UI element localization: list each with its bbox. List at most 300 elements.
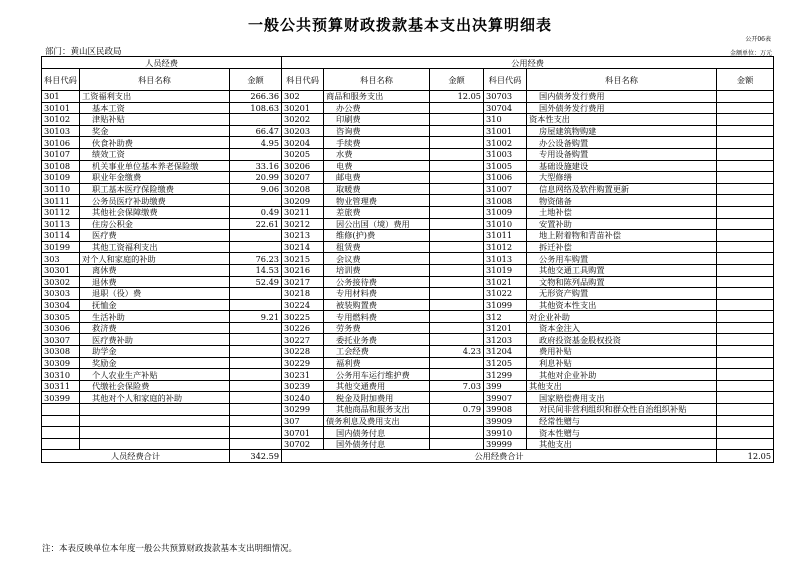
col-name: 科目名称: [527, 69, 717, 91]
personnel-amount-cell: [230, 114, 282, 126]
public-b-code-cell: 30703: [484, 91, 527, 103]
personnel-amount-cell: 76.23: [230, 253, 282, 265]
personnel-amount-cell: 22.61: [230, 218, 282, 230]
personnel-code-cell: [42, 427, 80, 439]
personnel-code-cell: 30304: [42, 299, 80, 311]
public-a-name-cell: 咨询费: [324, 125, 430, 137]
public-a-name-cell: 被装购置费: [324, 299, 430, 311]
public-a-name-cell: 取暖费: [324, 183, 430, 195]
public-a-code-cell: 30205: [282, 148, 324, 160]
public-a-name-cell: 债务利息及费用支出: [324, 415, 430, 427]
public-b-name-cell: 费用补贴: [527, 346, 717, 358]
public-b-amount-cell: [717, 334, 774, 346]
public-b-amount-cell: [717, 264, 774, 276]
public-b-code-cell: 31013: [484, 253, 527, 265]
personnel-name-cell: 伙食补助费: [80, 137, 230, 149]
public-a-amount-cell: [430, 253, 484, 265]
public-b-amount-cell: [717, 346, 774, 358]
public-b-code-cell: 31205: [484, 357, 527, 369]
public-a-code-cell: 30215: [282, 253, 324, 265]
table-row: [42, 392, 774, 404]
public-b-name-cell: 房屋建筑物购建: [527, 125, 717, 137]
personnel-code-cell: 30108: [42, 160, 80, 172]
personnel-code-cell: 30307: [42, 334, 80, 346]
public-b-code-cell: 31201: [484, 322, 527, 334]
personnel-name-cell: 医疗费: [80, 230, 230, 242]
public-a-amount-cell: [430, 206, 484, 218]
table-row: [42, 218, 774, 230]
personnel-name-cell: 助学金: [80, 346, 230, 358]
public-a-name-cell: 电费: [324, 160, 430, 172]
public-b-code-cell: 31008: [484, 195, 527, 207]
personnel-name-cell: 个人农业生产补贴: [80, 369, 230, 381]
form-number: 公开06表: [745, 36, 771, 43]
public-b-name-cell: 资本金注入: [527, 322, 717, 334]
personnel-amount-cell: [230, 404, 282, 416]
public-a-code-cell: 30208: [282, 183, 324, 195]
public-b-name-cell: 国外债务发行费用: [527, 102, 717, 114]
personnel-name-cell: 职工基本医疗保险缴费: [80, 183, 230, 195]
public-b-name-cell: 信息网络及软件购置更新: [527, 183, 717, 195]
personnel-code-cell: 30107: [42, 148, 80, 160]
public-a-code-cell: 30203: [282, 125, 324, 137]
col-amount: 金额: [230, 69, 282, 91]
table-row: [42, 160, 774, 172]
public-a-amount-cell: [430, 195, 484, 207]
personnel-header: 人员经费: [42, 57, 282, 69]
personnel-amount-cell: 66.47: [230, 125, 282, 137]
public-a-name-cell: 差旅费: [324, 206, 430, 218]
personnel-name-cell: 奖励金: [80, 357, 230, 369]
personnel-amount-cell: 266.36: [230, 91, 282, 103]
personnel-name-cell: 其他工资福利支出: [80, 241, 230, 253]
table-row: [42, 380, 774, 392]
table-row: [42, 427, 774, 439]
public-b-amount-cell: [717, 380, 774, 392]
public-a-code-cell: 30228: [282, 346, 324, 358]
public-a-amount-cell: [430, 137, 484, 149]
personnel-name-cell: 对个人和家庭的补助: [80, 253, 230, 265]
public-a-name-cell: 物业管理费: [324, 195, 430, 207]
personnel-name-cell: 基本工资: [80, 102, 230, 114]
table-row: [42, 172, 774, 184]
personnel-name-cell: [80, 415, 230, 427]
public-b-code-cell: 39999: [484, 438, 527, 450]
public-b-amount-cell: [717, 137, 774, 149]
personnel-code-cell: 30111: [42, 195, 80, 207]
public-a-amount-cell: [430, 276, 484, 288]
personnel-amount-cell: [230, 415, 282, 427]
public-a-name-cell: 维修(护)费: [324, 230, 430, 242]
public-a-name-cell: 专用材料费: [324, 288, 430, 300]
public-a-name-cell: 印刷费: [324, 114, 430, 126]
personnel-amount-cell: [230, 241, 282, 253]
table-row: [42, 253, 774, 265]
public-a-name-cell: 国内债务付息: [324, 427, 430, 439]
table-row: [42, 137, 774, 149]
public-a-code-cell: 30226: [282, 322, 324, 334]
public-a-name-cell: 福利费: [324, 357, 430, 369]
public-b-code-cell: 31011: [484, 230, 527, 242]
public-b-code-cell: 31021: [484, 276, 527, 288]
public-a-name-cell: 专用燃料费: [324, 311, 430, 323]
public-a-amount-cell: [430, 334, 484, 346]
personnel-amount-cell: [230, 392, 282, 404]
public-a-name-cell: 手续费: [324, 137, 430, 149]
public-a-amount-cell: [430, 322, 484, 334]
public-b-code-cell: 31019: [484, 264, 527, 276]
public-a-amount-cell: [430, 392, 484, 404]
public-b-name-cell: 其他支出: [527, 380, 717, 392]
public-a-amount-cell: [430, 311, 484, 323]
public-a-amount-cell: [430, 369, 484, 381]
public-b-amount-cell: [717, 427, 774, 439]
public-b-name-cell: 经常性赠与: [527, 415, 717, 427]
table-row: [42, 230, 774, 242]
personnel-amount-cell: 0.49: [230, 206, 282, 218]
public-b-amount-cell: [717, 114, 774, 126]
personnel-code-cell: 30103: [42, 125, 80, 137]
personnel-amount-cell: 4.95: [230, 137, 282, 149]
public-b-code-cell: 31005: [484, 160, 527, 172]
public-b-name-cell: 拆迁补偿: [527, 241, 717, 253]
public-a-name-cell: 工会经费: [324, 346, 430, 358]
public-b-name-cell: 物资储备: [527, 195, 717, 207]
public-b-name-cell: 利息补贴: [527, 357, 717, 369]
public-b-code-cell: 39909: [484, 415, 527, 427]
public-a-name-cell: 会议费: [324, 253, 430, 265]
personnel-amount-cell: 52.49: [230, 276, 282, 288]
personnel-name-cell: 其他对个人和家庭的补助: [80, 392, 230, 404]
public-a-name-cell: 办公费: [324, 102, 430, 114]
public-a-code-cell: 30206: [282, 160, 324, 172]
public-b-code-cell: 31001: [484, 125, 527, 137]
public-b-code-cell: 31204: [484, 346, 527, 358]
personnel-name-cell: 绩效工资: [80, 148, 230, 160]
public-a-name-cell: 公务用车运行维护费: [324, 369, 430, 381]
personnel-code-cell: 30309: [42, 357, 80, 369]
personnel-code-cell: 30113: [42, 218, 80, 230]
personnel-code-cell: [42, 415, 80, 427]
public-a-amount-cell: [430, 172, 484, 184]
personnel-code-cell: 30114: [42, 230, 80, 242]
page-title: 一般公共预算财政拨款基本支出决算明细表: [247, 16, 552, 34]
table-row: [42, 288, 774, 300]
table-row: [42, 334, 774, 346]
personnel-amount-cell: [230, 299, 282, 311]
public-a-code-cell: 30225: [282, 311, 324, 323]
public-a-code-cell: 30299: [282, 404, 324, 416]
table-row: [42, 322, 774, 334]
public-b-code-cell: 31010: [484, 218, 527, 230]
public-a-amount-cell: [430, 427, 484, 439]
public-a-code-cell: 30214: [282, 241, 324, 253]
personnel-name-cell: [80, 404, 230, 416]
public-b-name-cell: 办公设备购置: [527, 137, 717, 149]
public-a-name-cell: 委托业务费: [324, 334, 430, 346]
public-b-code-cell: 31099: [484, 299, 527, 311]
personnel-amount-cell: 9.21: [230, 311, 282, 323]
personnel-name-cell: 代缴社会保险费: [80, 380, 230, 392]
public-a-name-cell: 税金及附加费用: [324, 392, 430, 404]
personnel-name-cell: 机关事业单位基本养老保险缴: [80, 160, 230, 172]
public-b-code-cell: 31203: [484, 334, 527, 346]
table-row: [42, 276, 774, 288]
personnel-amount-cell: [230, 230, 282, 242]
public-a-amount-cell: [430, 102, 484, 114]
table-row: [42, 148, 774, 160]
public-b-name-cell: 其他对企业补助: [527, 369, 717, 381]
public-a-code-cell: 30216: [282, 264, 324, 276]
public-b-name-cell: 对企业补助: [527, 311, 717, 323]
col-code: 科目代码: [282, 69, 324, 91]
personnel-name-cell: 离休费: [80, 264, 230, 276]
public-b-amount-cell: [717, 369, 774, 381]
personnel-code-cell: 30305: [42, 311, 80, 323]
public-b-amount-cell: [717, 172, 774, 184]
public-b-amount-cell: [717, 241, 774, 253]
personnel-amount-cell: 14.53: [230, 264, 282, 276]
personnel-code-cell: 30110: [42, 183, 80, 195]
public-a-code-cell: 30217: [282, 276, 324, 288]
public-b-name-cell: 其他交通工具购置: [527, 264, 717, 276]
public-a-amount-cell: [430, 230, 484, 242]
col-name: 科目名称: [80, 69, 230, 91]
public-b-code-cell: 310: [484, 114, 527, 126]
public-b-name-cell: 国家赔偿费用支出: [527, 392, 717, 404]
public-b-name-cell: 基础设施建设: [527, 160, 717, 172]
personnel-name-cell: 生活补助: [80, 311, 230, 323]
public-a-code-cell: 30224: [282, 299, 324, 311]
personnel-name-cell: 住房公积金: [80, 218, 230, 230]
personnel-amount-cell: [230, 322, 282, 334]
public-a-code-cell: 30701: [282, 427, 324, 439]
personnel-name-cell: 奖金: [80, 125, 230, 137]
public-b-code-cell: 31299: [484, 369, 527, 381]
public-a-amount-cell: [430, 218, 484, 230]
public-b-name-cell: 公务用车购置: [527, 253, 717, 265]
personnel-code-cell: 30310: [42, 369, 80, 381]
personnel-code-cell: 30399: [42, 392, 80, 404]
personnel-code-cell: 30109: [42, 172, 80, 184]
public-b-name-cell: 土地补偿: [527, 206, 717, 218]
table-row: [42, 404, 774, 416]
public-a-name-cell: 公务接待费: [324, 276, 430, 288]
personnel-name-cell: 工资福利支出: [80, 91, 230, 103]
public-b-name-cell: 文物和陈列品购置: [527, 276, 717, 288]
expenditure-table: [41, 56, 774, 463]
public-b-amount-cell: [717, 438, 774, 450]
public-b-name-cell: 资本性赠与: [527, 427, 717, 439]
public-a-code-cell: 30202: [282, 114, 324, 126]
public-b-amount-cell: [717, 322, 774, 334]
public-a-code-cell: 30218: [282, 288, 324, 300]
public-b-name-cell: 安置补助: [527, 218, 717, 230]
table-row: [42, 346, 774, 358]
public-a-amount-cell: [430, 357, 484, 369]
public-a-name-cell: 劳务费: [324, 322, 430, 334]
public-a-name-cell: 邮电费: [324, 172, 430, 184]
personnel-amount-cell: [230, 346, 282, 358]
table-row: [42, 125, 774, 137]
public-b-amount-cell: [717, 183, 774, 195]
public-b-name-cell: 地上附着物和青苗补偿: [527, 230, 717, 242]
col-code: 科目代码: [484, 69, 527, 91]
public-b-name-cell: 政府投资基金股权投资: [527, 334, 717, 346]
personnel-code-cell: 30102: [42, 114, 80, 126]
public-a-code-cell: 302: [282, 91, 324, 103]
public-a-amount-cell: [430, 438, 484, 450]
public-b-code-cell: 312: [484, 311, 527, 323]
personnel-amount-cell: 33.16: [230, 160, 282, 172]
public-a-amount-cell: [430, 148, 484, 160]
table-row: [42, 415, 774, 427]
public-b-amount-cell: [717, 392, 774, 404]
public-a-code-cell: 30227: [282, 334, 324, 346]
public-a-name-cell: 租赁费: [324, 241, 430, 253]
table-row: [42, 357, 774, 369]
personnel-amount-cell: [230, 288, 282, 300]
public-a-code-cell: 30209: [282, 195, 324, 207]
public-a-code-cell: 30702: [282, 438, 324, 450]
personnel-total-value: 342.59: [230, 450, 282, 463]
public-a-amount-cell: [430, 114, 484, 126]
public-b-name-cell: 对民间非营利组织和群众性自治组织补贴: [527, 404, 717, 416]
personnel-name-cell: [80, 438, 230, 450]
public-b-name-cell: 资本性支出: [527, 114, 717, 126]
public-b-amount-cell: [717, 206, 774, 218]
personnel-amount-cell: [230, 148, 282, 160]
table-row: [42, 91, 774, 103]
personnel-code-cell: 303: [42, 253, 80, 265]
public-a-amount-cell: 0.79: [430, 404, 484, 416]
personnel-amount-cell: 20.99: [230, 172, 282, 184]
public-b-amount-cell: [717, 253, 774, 265]
personnel-amount-cell: [230, 380, 282, 392]
public-a-code-cell: 30211: [282, 206, 324, 218]
public-a-code-cell: 30207: [282, 172, 324, 184]
public-a-amount-cell: [430, 415, 484, 427]
public-b-code-cell: 399: [484, 380, 527, 392]
table-row: [42, 195, 774, 207]
public-b-amount-cell: [717, 91, 774, 103]
table-row: [42, 311, 774, 323]
personnel-amount-cell: [230, 369, 282, 381]
table-row: [42, 114, 774, 126]
public-b-amount-cell: [717, 415, 774, 427]
public-b-amount-cell: [717, 160, 774, 172]
public-b-amount-cell: [717, 276, 774, 288]
public-a-amount-cell: [430, 125, 484, 137]
public-a-code-cell: 30201: [282, 102, 324, 114]
public-a-amount-cell: 4.23: [430, 346, 484, 358]
public-a-amount-cell: [430, 299, 484, 311]
personnel-name-cell: 职业年金缴费: [80, 172, 230, 184]
public-b-amount-cell: [717, 102, 774, 114]
public-a-amount-cell: [430, 183, 484, 195]
table-row: [42, 264, 774, 276]
public-b-code-cell: 39908: [484, 404, 527, 416]
table-row: [42, 241, 774, 253]
public-b-code-cell: 39907: [484, 392, 527, 404]
public-b-name-cell: 无形资产购置: [527, 288, 717, 300]
col-code: 科目代码: [42, 69, 80, 91]
personnel-amount-cell: [230, 357, 282, 369]
public-a-name-cell: 商品和服务支出: [324, 91, 430, 103]
public-a-amount-cell: [430, 264, 484, 276]
table-row: [42, 369, 774, 381]
department-label: 部门：黄山区民政局: [45, 47, 122, 57]
personnel-name-cell: 公务员医疗补助缴费: [80, 195, 230, 207]
personnel-name-cell: 抚恤金: [80, 299, 230, 311]
public-b-code-cell: 31006: [484, 172, 527, 184]
table-row: [42, 183, 774, 195]
public-b-name-cell: 国内债务发行费用: [527, 91, 717, 103]
public-a-name-cell: 培训费: [324, 264, 430, 276]
public-a-code-cell: 30231: [282, 369, 324, 381]
col-name: 科目名称: [324, 69, 430, 91]
public-b-amount-cell: [717, 195, 774, 207]
personnel-name-cell: 退休费: [80, 276, 230, 288]
public-b-amount-cell: [717, 404, 774, 416]
personnel-amount-cell: 108.63: [230, 102, 282, 114]
public-b-amount-cell: [717, 148, 774, 160]
public-a-amount-cell: 12.05: [430, 91, 484, 103]
personnel-code-cell: 30106: [42, 137, 80, 149]
personnel-amount-cell: [230, 427, 282, 439]
public-a-code-cell: 30204: [282, 137, 324, 149]
personnel-code-cell: 30302: [42, 276, 80, 288]
public-b-code-cell: 39910: [484, 427, 527, 439]
personnel-code-cell: 30112: [42, 206, 80, 218]
public-header: 公用经费: [282, 57, 774, 69]
public-a-code-cell: 30240: [282, 392, 324, 404]
personnel-code-cell: 30303: [42, 288, 80, 300]
public-b-amount-cell: [717, 288, 774, 300]
public-b-amount-cell: [717, 218, 774, 230]
personnel-amount-cell: [230, 195, 282, 207]
personnel-amount-cell: [230, 334, 282, 346]
personnel-amount-cell: [230, 438, 282, 450]
public-a-name-cell: 国外债务付息: [324, 438, 430, 450]
public-b-name-cell: 其他资本性支出: [527, 299, 717, 311]
public-a-code-cell: 30229: [282, 357, 324, 369]
public-b-code-cell: 31022: [484, 288, 527, 300]
public-b-name-cell: 其他支出: [527, 438, 717, 450]
public-b-name-cell: 专用设备购置: [527, 148, 717, 160]
public-b-amount-cell: [717, 230, 774, 242]
public-a-amount-cell: [430, 288, 484, 300]
public-a-name-cell: 因公出国（境）费用: [324, 218, 430, 230]
personnel-name-cell: 其他社会保障缴费: [80, 206, 230, 218]
public-total-value: 12.05: [717, 450, 774, 463]
public-a-code-cell: 307: [282, 415, 324, 427]
personnel-name-cell: 医疗费补助: [80, 334, 230, 346]
personnel-code-cell: 30101: [42, 102, 80, 114]
public-b-code-cell: 31007: [484, 183, 527, 195]
public-a-name-cell: 其他商品和服务支出: [324, 404, 430, 416]
public-a-name-cell: 其他交通费用: [324, 380, 430, 392]
personnel-code-cell: 30311: [42, 380, 80, 392]
personnel-code-cell: 30301: [42, 264, 80, 276]
table-row: [42, 206, 774, 218]
public-a-name-cell: 水费: [324, 148, 430, 160]
public-b-amount-cell: [717, 125, 774, 137]
public-a-amount-cell: [430, 160, 484, 172]
table-row: [42, 438, 774, 450]
table-row: [42, 299, 774, 311]
public-b-code-cell: 31003: [484, 148, 527, 160]
